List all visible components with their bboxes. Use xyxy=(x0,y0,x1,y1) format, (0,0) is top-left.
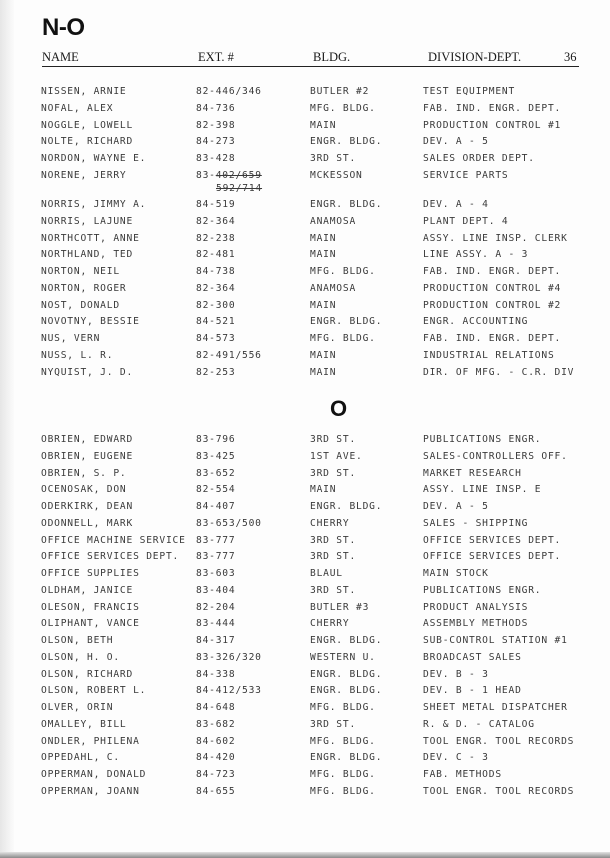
entry-division: PRODUCT ANALYSIS xyxy=(423,601,529,613)
entry-extension: 84-519 xyxy=(196,199,236,210)
entry-name: NOVOTNY, BESSIE xyxy=(41,316,140,328)
entry-division: ASSY. LINE INSP. CLERK xyxy=(423,232,568,244)
entry-division: ASSY. LINE INSP. E xyxy=(423,484,542,496)
directory-entry xyxy=(41,484,601,501)
entry-extension: 83-777 xyxy=(196,534,236,546)
directory-entry xyxy=(41,602,601,619)
entry-building: ENGR. BLDG. xyxy=(310,685,383,697)
entry-building: MAIN xyxy=(310,484,337,496)
entry-division: SUB-CONTROL STATION #1 xyxy=(423,635,568,646)
directory-entry xyxy=(41,685,601,702)
entry-extension: 82-481 xyxy=(196,249,236,261)
directory-entry xyxy=(41,136,601,153)
entry-extension: 83-603 xyxy=(196,568,236,579)
entry-name: NISSEN, ARNIE xyxy=(41,86,127,97)
entry-name: NORRIS, LAJUNE xyxy=(41,215,134,227)
entry-division: DEV. B - 3 xyxy=(423,668,489,680)
entry-building: MFG. BLDG. xyxy=(310,769,376,780)
entry-name: NUS, VERN xyxy=(41,333,101,344)
entry-division: PRODUCTION CONTROL #1 xyxy=(423,119,562,131)
entry-division: DIR. OF MFG. - C.R. DIV xyxy=(423,366,575,378)
page-number: 36 xyxy=(564,50,577,64)
entry-extension: 83-444 xyxy=(196,618,236,630)
entry-name: NORDON, WAYNE E. xyxy=(41,153,147,164)
entry-division: DEV. A - 4 xyxy=(423,199,489,210)
column-header-row xyxy=(42,50,579,67)
directory-list-n-part1 xyxy=(41,86,601,187)
directory-entry xyxy=(41,266,601,283)
entry-extension: 84-412/533 xyxy=(196,685,262,697)
directory-entry xyxy=(41,769,601,786)
directory-entry xyxy=(41,786,601,803)
entry-building: 3RD ST. xyxy=(310,534,357,546)
entry-division: FAB. IND. ENGR. DEPT. xyxy=(423,102,562,114)
entry-name: NOFAL, ALEX xyxy=(41,102,114,114)
entry-building: 3RD ST. xyxy=(310,434,357,445)
entry-name: OPPEDAHL, C. xyxy=(41,752,120,764)
entry-building: ANAMOSA xyxy=(310,282,357,294)
directory-entry xyxy=(41,333,601,350)
entry-extension: 83-777 xyxy=(196,551,236,563)
section-title: N-O xyxy=(42,14,85,41)
entry-name: OLESON, FRANCIS xyxy=(41,601,140,613)
entry-name: OMALLEY, BILL xyxy=(41,718,127,730)
entry-division: DEV. C - 3 xyxy=(423,752,489,764)
entry-division: DEV. A - 5 xyxy=(423,501,489,512)
entry-extension: 84-655 xyxy=(196,785,236,797)
directory-entry xyxy=(41,451,601,468)
entry-division: OFFICE SERVICES DEPT. xyxy=(423,534,562,546)
entry-building: MAIN xyxy=(310,299,337,311)
entry-division: MAIN STOCK xyxy=(423,568,489,579)
header-bldg: BLDG. xyxy=(313,50,351,64)
entry-name: ODERKIRK, DEAN xyxy=(41,501,134,512)
directory-entry xyxy=(41,585,601,602)
entry-division: FAB. IND. ENGR. DEPT. xyxy=(423,266,562,277)
entry-building: ENGR. BLDG. xyxy=(310,752,383,764)
entry-extension: 84-521 xyxy=(196,316,236,328)
entry-division: SHEET METAL DISPATCHER xyxy=(423,702,568,713)
entry-building: 3RD ST. xyxy=(310,584,357,596)
page-binding-edge xyxy=(0,0,14,858)
directory-entry xyxy=(41,468,601,485)
entry-division: OFFICE SERVICES DEPT. xyxy=(423,551,562,563)
entry-extension: 84-736 xyxy=(196,102,236,114)
page-bottom-edge xyxy=(0,852,610,858)
entry-division: LINE ASSY. A - 3 xyxy=(423,249,529,261)
entry-building: MAIN xyxy=(310,232,337,244)
entry-name: OLIPHANT, VANCE xyxy=(41,618,140,630)
entry-building: ENGR. BLDG. xyxy=(310,668,383,680)
entry-extension: 82-491/556 xyxy=(196,349,262,361)
entry-name: NORRIS, JIMMY A. xyxy=(41,199,147,210)
entry-building: ENGR. BLDG. xyxy=(310,635,383,646)
entry-building: MFG. BLDG. xyxy=(310,266,376,277)
entry-division: SALES - SHIPPING xyxy=(423,517,529,529)
entry-building: 3RD ST. xyxy=(310,551,357,563)
entry-name: OPPERMAN, JOANN xyxy=(41,785,140,797)
entry-name: OFFICE SUPPLIES xyxy=(41,568,140,579)
directory-entry xyxy=(41,434,601,451)
entry-name: NORENE, JERRY xyxy=(41,169,127,181)
entry-building: ENGR. BLDG. xyxy=(310,136,383,148)
entry-building: MAIN xyxy=(310,119,337,131)
entry-division: SERVICE PARTS xyxy=(423,169,509,181)
entry-building: BLAUL xyxy=(310,568,343,579)
entry-extension: 82-398 xyxy=(196,119,236,131)
entry-extension: 84-602 xyxy=(196,735,236,747)
directory-entry xyxy=(41,702,601,719)
entry-division: PRODUCTION CONTROL #4 xyxy=(423,282,562,294)
entry-building: BUTLER #2 xyxy=(310,86,370,97)
entry-extension: 84-723 xyxy=(196,769,236,780)
entry-name: ONDLER, PHILENA xyxy=(41,735,140,747)
directory-entry xyxy=(41,719,601,736)
entry-building: 1ST AVE. xyxy=(310,450,363,462)
directory-entry xyxy=(41,669,601,686)
directory-entry xyxy=(41,199,601,216)
entry-extension: 84-648 xyxy=(196,702,236,713)
entry-name: OFFICE MACHINE SERVICE xyxy=(41,534,186,546)
directory-entry xyxy=(41,216,601,233)
directory-entry xyxy=(41,153,601,170)
directory-entry xyxy=(41,170,601,187)
entry-extension: 82-364 xyxy=(196,282,236,294)
entry-extension: 82-253 xyxy=(196,366,236,378)
entry-division: FAB. IND. ENGR. DEPT. xyxy=(423,333,562,344)
entry-division: BROADCAST SALES xyxy=(423,651,522,663)
entry-extension: 84-338 xyxy=(196,668,236,680)
entry-division: TEST EQUIPMENT xyxy=(423,86,516,97)
entry-building: MFG. BLDG. xyxy=(310,333,376,344)
entry-building: 3RD ST. xyxy=(310,153,357,164)
directory-entry xyxy=(41,120,601,137)
directory-entry xyxy=(41,249,601,266)
entry-division: INDUSTRIAL RELATIONS xyxy=(423,349,555,361)
directory-entry xyxy=(41,233,601,250)
entry-name: OLSON, RICHARD xyxy=(41,668,134,680)
entry-building: MAIN xyxy=(310,366,337,378)
directory-list-n-part2 xyxy=(41,199,601,383)
entry-name: OLDHAM, JANICE xyxy=(41,584,134,596)
entry-extension: 82-554 xyxy=(196,484,236,496)
entry-building: ENGR. BLDG. xyxy=(310,316,383,328)
entry-extension xyxy=(196,170,262,181)
directory-entry xyxy=(41,300,601,317)
directory-entry xyxy=(41,568,601,585)
entry-division: TOOL ENGR. TOOL RECORDS xyxy=(423,785,575,797)
entry-extension: 83-682 xyxy=(196,718,236,730)
entry-extension: 83-652 xyxy=(196,467,236,479)
letter-heading-o: O xyxy=(330,396,348,421)
entry-extension: 83-404 xyxy=(196,584,236,596)
entry-building: MFG. BLDG. xyxy=(310,735,376,747)
entry-extension: 84-273 xyxy=(196,136,236,148)
entry-division: PLANT DEPT. 4 xyxy=(423,215,509,227)
entry-name: NOGGLE, LOWELL xyxy=(41,119,134,131)
entry-division: TOOL ENGR. TOOL RECORDS xyxy=(423,735,575,747)
entry-extension: 83-428 xyxy=(196,153,236,164)
entry-extension: 83-326/320 xyxy=(196,651,262,663)
entry-building: CHERRY xyxy=(310,618,350,630)
entry-extension: 83-653/500 xyxy=(196,517,262,529)
entry-building: ENGR. BLDG. xyxy=(310,501,383,512)
directory-entry xyxy=(41,103,601,120)
entry-building: MFG. BLDG. xyxy=(310,102,376,114)
entry-building: WESTERN U. xyxy=(310,651,376,663)
entry-name: OBRIEN, EUGENE xyxy=(41,450,134,462)
entry-extension: 84-738 xyxy=(196,266,236,277)
entry-name: OCENOSAK, DON xyxy=(41,484,127,496)
entry-building: MFG. BLDG. xyxy=(310,702,376,713)
entry-division: PUBLICATIONS ENGR. xyxy=(423,434,542,445)
directory-entry xyxy=(41,736,601,753)
entry-name: NORTON, NEIL xyxy=(41,266,120,277)
directory-entry xyxy=(41,86,601,103)
entry-building: MCKESSON xyxy=(310,169,363,181)
entry-extension: 82-364 xyxy=(196,215,236,227)
entry-name: OLVER, ORIN xyxy=(41,702,114,713)
entry-extension: 82-238 xyxy=(196,232,236,244)
entry-division: SALES ORDER DEPT. xyxy=(423,153,535,164)
struck-extension-continuation: 592/714 xyxy=(216,183,263,194)
entry-extension: 84-407 xyxy=(196,501,236,512)
entry-division: MARKET RESEARCH xyxy=(423,467,522,479)
extension-prefix: 83- xyxy=(196,169,216,181)
entry-division: PUBLICATIONS ENGR. xyxy=(423,584,542,596)
entry-building: MAIN xyxy=(310,349,337,361)
entry-extension: 82-446/346 xyxy=(196,86,262,97)
entry-name: OLSON, H. O. xyxy=(41,651,120,663)
directory-entry xyxy=(41,283,601,300)
entry-name: OLSON, ROBERT L. xyxy=(41,685,147,697)
entry-division: SALES-CONTROLLERS OFF. xyxy=(423,450,568,462)
entry-name: NORTHCOTT, ANNE xyxy=(41,232,140,244)
entry-name: OBRIEN, EDWARD xyxy=(41,434,134,445)
entry-name: NUSS, L. R. xyxy=(41,349,114,361)
entry-building: ENGR. BLDG. xyxy=(310,199,383,210)
directory-entry xyxy=(41,367,601,384)
directory-entry xyxy=(41,501,601,518)
struck-extension: 402/659 xyxy=(215,169,262,181)
directory-entry xyxy=(41,618,601,635)
directory-entry xyxy=(41,551,601,568)
header-division: DIVISION-DEPT. xyxy=(428,50,522,64)
entry-name: OPPERMAN, DONALD xyxy=(41,769,147,780)
directory-entry xyxy=(41,752,601,769)
header-name: NAME xyxy=(42,50,79,64)
entry-extension: 84-317 xyxy=(196,635,236,646)
entry-division: PRODUCTION CONTROL #2 xyxy=(423,299,562,311)
entry-name: OLSON, BETH xyxy=(41,635,114,646)
header-ext: EXT. # xyxy=(198,50,234,64)
entry-building: 3RD ST. xyxy=(310,467,357,479)
entry-name: NOST, DONALD xyxy=(41,299,120,311)
directory-entry xyxy=(41,350,601,367)
entry-extension: 82-300 xyxy=(196,299,236,311)
entry-building: MFG. BLDG. xyxy=(310,785,376,797)
directory-entry xyxy=(41,316,601,333)
entry-building: BUTLER #3 xyxy=(310,601,370,613)
entry-name: NYQUIST, J. D. xyxy=(41,366,134,378)
entry-division: ENGR. ACCOUNTING xyxy=(423,316,529,328)
directory-entry xyxy=(41,518,601,535)
entry-building: MAIN xyxy=(310,249,337,261)
directory-entry xyxy=(41,535,601,552)
entry-division: ASSEMBLY METHODS xyxy=(423,618,529,630)
entry-extension: 83-425 xyxy=(196,450,236,462)
entry-extension: 83-796 xyxy=(196,434,236,445)
directory-entry xyxy=(41,652,601,669)
entry-name: NORTHLAND, TED xyxy=(41,249,134,261)
entry-extension: 84-573 xyxy=(196,333,236,344)
entry-extension: 84-420 xyxy=(196,752,236,764)
entry-building: ANAMOSA xyxy=(310,215,357,227)
entry-name: OFFICE SERVICES DEPT. xyxy=(41,551,180,563)
entry-extension: 82-204 xyxy=(196,601,236,613)
entry-division: FAB. METHODS xyxy=(423,769,502,780)
entry-division: DEV. A - 5 xyxy=(423,136,489,148)
entry-name: NOLTE, RICHARD xyxy=(41,136,134,148)
entry-division: DEV. B - 1 HEAD xyxy=(423,685,522,697)
entry-name: OBRIEN, S. P. xyxy=(41,467,127,479)
entry-name: ODONNELL, MARK xyxy=(41,517,134,529)
directory-entry xyxy=(41,635,601,652)
entry-building: CHERRY xyxy=(310,517,350,529)
entry-division: R. & D. - CATALOG xyxy=(423,718,535,730)
entry-building: 3RD ST. xyxy=(310,718,357,730)
entry-name: NORTON, ROGER xyxy=(41,282,127,294)
directory-list-o xyxy=(41,434,601,803)
